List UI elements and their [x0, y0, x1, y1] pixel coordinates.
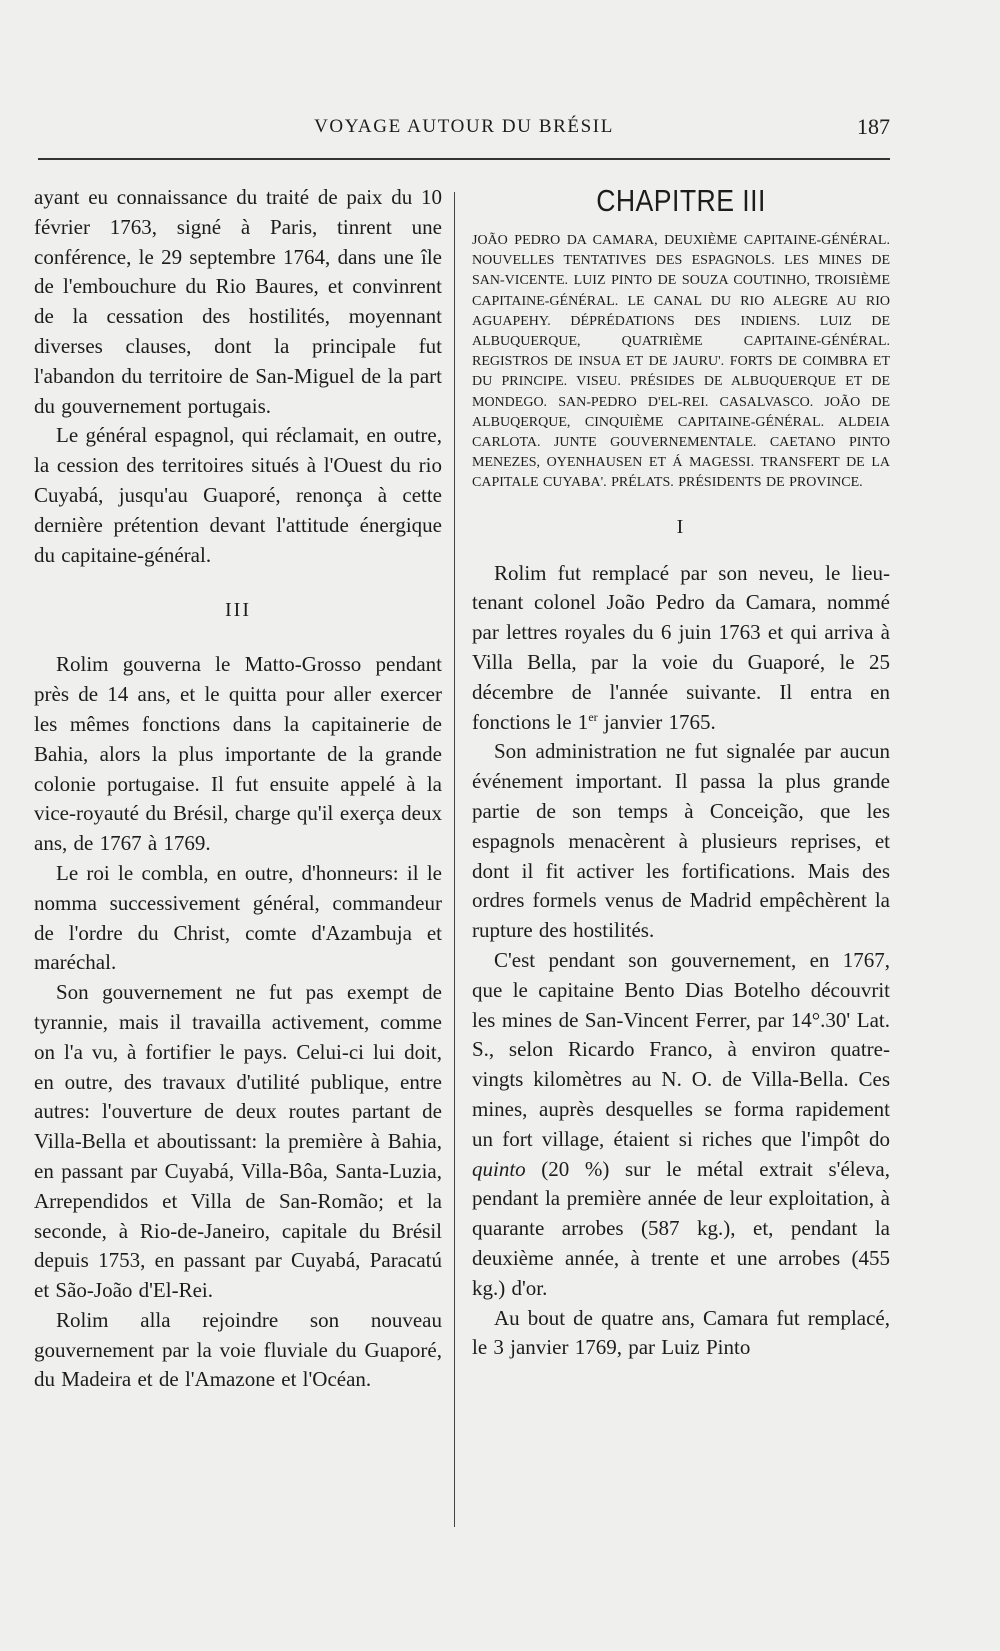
superscript-text: er	[588, 709, 598, 724]
column-divider	[454, 192, 455, 1527]
left-column	[34, 183, 442, 1395]
italic-term: quinto	[472, 1156, 526, 1181]
paragraph-text: C'est pendant son gouvernement, en 1767, que le capitaine Bento Dias Botelho découvrit les mines de San-Vincent Ferrer, par 14°.30' Lat. S., selon Ricardo Franco, à environ quatre-vingts kilomètres au N. O. de Villa-Bella. Ces mines, auprès desquelles se forma rapidement un fort village, étaient si riches que l'impôt do	[472, 948, 890, 1151]
paragraph-text: janvier 1765.	[597, 709, 716, 734]
header-rule	[38, 158, 890, 160]
chapter-summary: JOÃO PEDRO DA CAMARA, DEUXIÈME CAPITAINE-GÉNÉRAL. NOUVELLES TENTATIVES DES ESPAGNOLS. LES MINES DE SAN-VICENTE. LUIZ PINTO DE SOUZA COUTINHO, TROISIÈME CAPITAINE-GÉNÉRAL. LE CANAL DU RIO ALEGRE AU RIO AGUAPEHY. DÉPRÉDATIONS DES INDIENS. LUIZ DE ALBUQUERQUE, QUATRIÈME CAPITAINE-GÉNÉRAL. REGISTROS DE INSUA ET DE JAURU'. FORTS DE COIMBRA ET DU PRINCIPE. VISEU. PRÉSIDES DE ALBUQUERQUE ET DE MONDEGO. SAN-PEDRO D'EL-REI. CASALVASCO. JOÃO DE ALBUQERQUE, CINQUIÈME CAPITAINE-GÉNÉRAL. ALDEIA CARLOTA. JUNTE GOUVERNEMENTALE. CAETANO PINTO MENEZES, OYENHAUSEN ET Á MAGESSI. TRANSFERT DE LA CAPITALE CUYABA'. PRÉLATS. PRÉSIDENTS DE PROVINCE.	[472, 233, 890, 491]
running-title: VOYAGE AUTOUR DU BRÉSIL	[314, 116, 614, 137]
paragraph: Son gouvernement ne fut pas exempt de tyrannie, mais il travailla activement, comme on l'a vu, à fortifier le pays. Celui-ci lui doit, en outre, des travaux d'utilité publique, entre autres: l'ouverture de deux routes partant de Villa-Bella et aboutissant: la première à Bahia, en passant par Cuyabá, Villa-Bôa, Santa-Luzia, Arrependidos et Villa de San-Romão; et la seconde, à Rio-de-Janeiro, capitale du Brésil depuis 1753, en passant par Cuyabá, Paracatú et São-João d'El-Rei.	[34, 980, 442, 1303]
paragraph: Au bout de quatre ans, Camara fut remplacé, le 3 janvier 1769, par Luiz Pinto	[472, 1305, 890, 1360]
chapter-title: CHAPITRE III	[596, 183, 766, 218]
page-number: 187	[857, 114, 890, 139]
paragraph	[472, 946, 890, 1304]
section-heading: III	[225, 599, 251, 622]
paragraph: ayant eu connaissance du traité de paix du 10 février 1763, signé à Paris, tinrent une conférence, le 29 septembre 1764, dans une île de l'embouchure du Rio Baures, et convinrent de la cessation des hostilités, moyennant diverses clauses, dont la principale fut l'abandon du territoire de San-Miguel de la part du gouvernement portugais.	[34, 185, 442, 418]
paragraph: Son administration ne fut signalée par aucun événement important. Il passa la plus grande partie de son temps à Conceição, que les espagnols menacèrent à plusieurs reprises, et dont il fit activer les fortifications. Mais des ordres formels venus de Madrid empêchèrent la rupture des hostilités.	[472, 739, 890, 943]
paragraph-text: Rolim fut remplacé par son neveu, le lieu-tenant colonel João Pedro da Camara, nommé par lettres royales du 6 juin 1763 et qui arriva à Villa Bella, par la voie du Guaporé, le 25 décembre de l'année suivante. Il entra en fonctions le 1	[472, 560, 890, 734]
paragraph: Rolim gouverna le Matto-Grosso pendant près de 14 ans, et le quitta pour aller exercer les mêmes fonctions dans la capitainerie de Bahia, alors la plus importante de la grande colonie portugaise. Il fut ensuite appelé à la vice-royauté du Brésil, charge qu'il exerça deux ans, de 1767 à 1769.	[34, 652, 442, 856]
paragraph	[472, 559, 890, 738]
right-column	[472, 183, 890, 1363]
paragraph: Rolim alla rejoindre son nouveau gouvernement par la voie fluviale du Guaporé, du Madeira et de l'Amazone et l'Océan.	[34, 1307, 442, 1392]
paragraph-text: (20 %) sur le métal extrait s'éleva, pendant la première année de leur exploitation, à quarante arrobes (587 kg.), et, pendant la deuxième année, à trente et une arrobes (455 kg.) d'or.	[472, 1156, 890, 1300]
page-header	[38, 112, 890, 152]
paragraph: Le général espagnol, qui réclamait, en outre, la cession des territoires situés à l'Ouest du rio Cuyabá, jusqu'au Guaporé, renonça à cette dernière prétention devant l'attitude énergique du capitaine-général.	[34, 423, 442, 567]
section-heading: I	[676, 515, 686, 538]
paragraph: Le roi le combla, en outre, d'honneurs: il le nomma successivement général, commandeur de l'ordre du Christ, comte d'Azambuja et maréchal.	[34, 860, 442, 975]
